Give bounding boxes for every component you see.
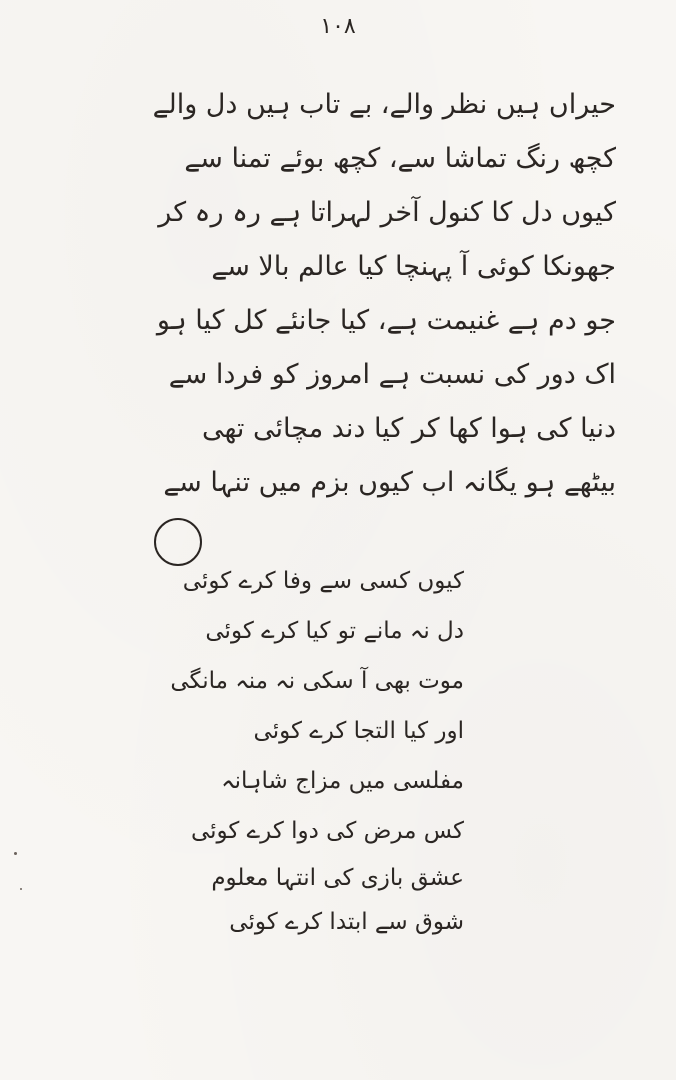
verse-line: کیوں دل کا کنول آخر لہراتا ہے رہ رہ کر — [158, 197, 616, 228]
verse-line: کس مرض کی دوا کرے کوئی — [190, 818, 464, 844]
verse-line: کیوں کسی سے وفا کرے کوئی — [182, 568, 464, 594]
verse-line: کچھ رنگ تماشا سے، کچھ بوئے تمنا سے — [184, 143, 616, 174]
verse-line: موت بھی آ سکی نہ منہ مانگی — [170, 668, 464, 694]
paper-speck — [14, 852, 17, 855]
page-number: ۱۰۸ — [320, 14, 356, 39]
paper-speck — [20, 888, 22, 890]
verse-line: جو دم ہے غنیمت ہے، کیا جانئے کل کیا ہو — [156, 305, 616, 336]
verse-line: حیراں ہیں نظر والے، بے تاب ہیں دل والے — [152, 89, 616, 120]
verse-line: عشق بازی کی انتہا معلوم — [211, 865, 464, 891]
ghazal-stanza-two — [164, 556, 464, 944]
verse-line: بیٹھے ہو یگانہ اب کیوں بزم میں تنہا سے — [163, 467, 616, 498]
ghazal-stanza-one — [96, 78, 616, 510]
verse-line: مفلسی میں مزاج شاہانہ — [221, 768, 464, 794]
verse-line: دل نہ مانے تو کیا کرے کوئی — [205, 618, 464, 644]
verse-line: جھونکا کوئی آ پہنچا کیا عالم بالا سے — [211, 251, 616, 282]
verse-line: اور کیا التجا کرے کوئی — [253, 718, 464, 744]
verse-line: دنیا کی ہوا کھا کر کیا دند مچائی تھی — [201, 413, 616, 444]
verse-line: شوق سے ابتدا کرے کوئی — [229, 909, 464, 935]
verse-line: اک دور کی نسبت ہے امروز کو فردا سے — [168, 359, 616, 390]
